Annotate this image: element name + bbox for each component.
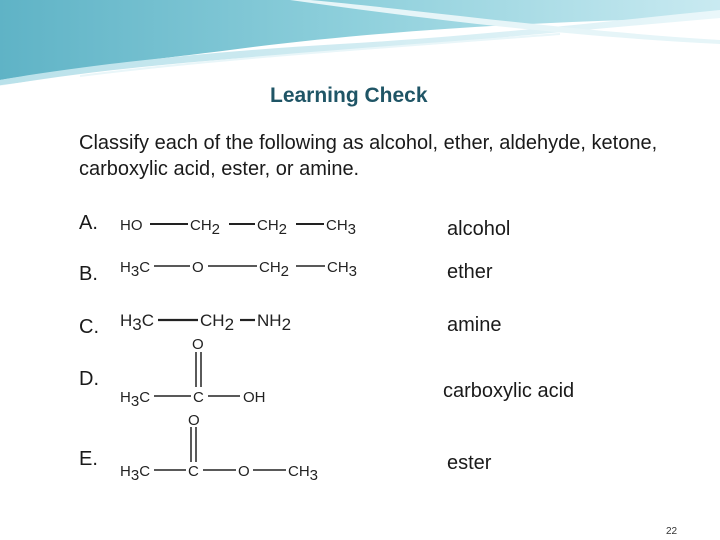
subscript: 2 (278, 221, 288, 238)
atom-label: C (193, 389, 204, 406)
svg-text:NH2 (257, 311, 291, 334)
subscript: 3 (132, 315, 142, 334)
subscript: 3 (130, 467, 140, 484)
item-c-letter: C. (79, 316, 99, 338)
slide-title: Learning Check (270, 84, 428, 107)
subscript: 3 (130, 263, 140, 280)
subscript: 2 (224, 315, 235, 334)
atom-label: O (192, 336, 204, 353)
answer-c: amine (447, 314, 502, 336)
subscript: 3 (309, 467, 319, 484)
atom-label: O (192, 259, 204, 276)
svg-text:CH3 (326, 217, 356, 238)
subscript: 2 (211, 221, 221, 238)
atom-label: C (139, 463, 151, 480)
atom-label: CH (259, 259, 281, 276)
subscript: 2 (281, 315, 292, 334)
decorative-banner (0, 0, 720, 90)
item-e-letter: E. (79, 448, 98, 470)
answer-a: alcohol (447, 218, 511, 240)
atom-label: OH (243, 389, 266, 406)
question-prompt: Classify each of the following as alcohol, ether, aldehyde, ketone, carboxylic acid, ester, or amine. (79, 132, 658, 180)
item-d-letter: D. (79, 368, 99, 390)
svg-text:H3C (120, 463, 150, 484)
svg-text:H3C (120, 311, 154, 334)
structural-formulas (112, 200, 372, 490)
svg-text:CH2 (190, 217, 220, 238)
atom-label: CH (200, 311, 225, 330)
item-a-letter: A. (79, 212, 98, 234)
subscript: 3 (130, 393, 140, 410)
svg-text:H3C (120, 259, 150, 280)
atom-label: C (188, 463, 199, 480)
atom-label: C (141, 311, 155, 330)
svg-text:CH3 (327, 259, 357, 280)
atom-label: H (120, 463, 131, 480)
answer-d: carboxylic acid (443, 380, 575, 402)
atom-label: CH (257, 217, 279, 234)
svg-text:CH2 (259, 259, 289, 280)
atom-label: O (238, 463, 250, 480)
svg-text:H3C (120, 389, 150, 410)
structure-e (154, 427, 286, 470)
answer-b: ether (447, 261, 493, 283)
svg-text:CH3 (288, 463, 318, 484)
svg-text:CH2 (257, 217, 287, 238)
subscript: 3 (347, 221, 357, 238)
item-b-letter: B. (79, 263, 98, 285)
atom-label: NH (257, 311, 282, 330)
atom-label: CH (326, 217, 348, 234)
atom-label: C (139, 259, 151, 276)
subscript: 3 (348, 263, 358, 280)
atom-label: CH (327, 259, 349, 276)
atom-label: H (120, 311, 133, 330)
page-number: 22 (666, 526, 678, 537)
subscript: 2 (280, 263, 290, 280)
atom-label: CH (190, 217, 212, 234)
answer-e: ester (447, 452, 492, 474)
atom-label: C (139, 389, 151, 406)
atom-label: H (120, 389, 131, 406)
atom-label: O (188, 412, 200, 429)
svg-text:CH2 (200, 311, 234, 334)
atom-label: H (120, 259, 131, 276)
atom-label: HO (120, 217, 143, 234)
atom-label: CH (288, 463, 310, 480)
